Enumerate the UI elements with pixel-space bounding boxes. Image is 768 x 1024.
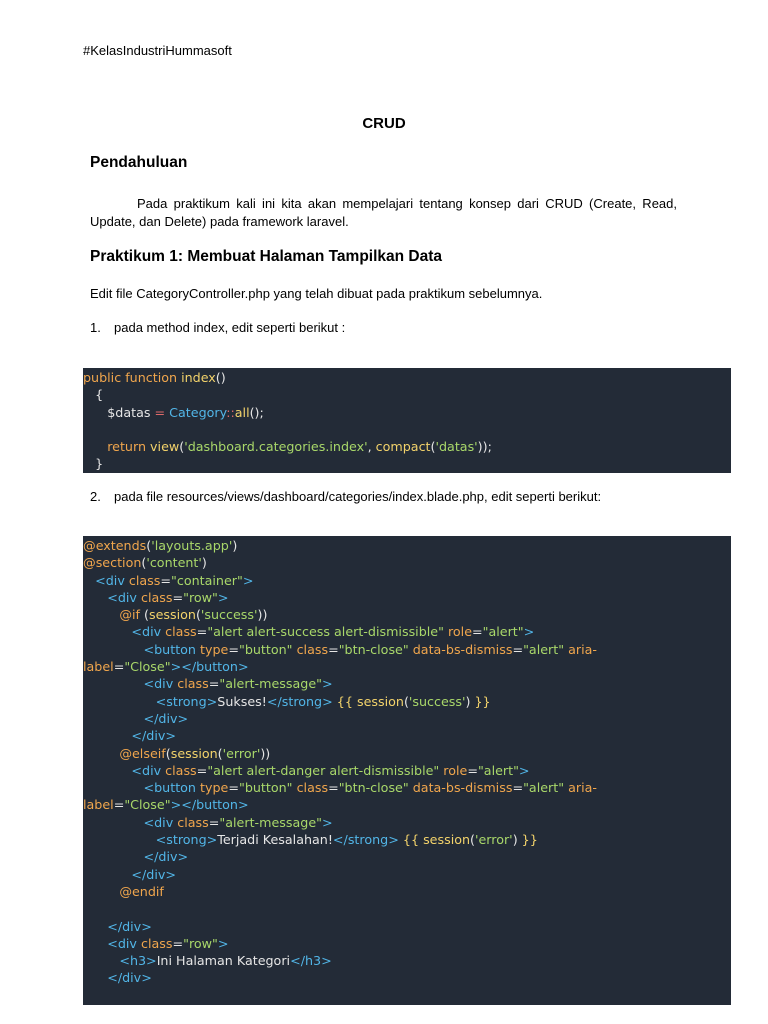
code-token: ( bbox=[144, 607, 149, 623]
code-token: "alert" bbox=[523, 780, 569, 796]
code-token: = bbox=[228, 780, 239, 796]
code-token: data-bs-dismiss bbox=[412, 780, 513, 796]
code-token: "alert-message" bbox=[219, 814, 322, 830]
code-token bbox=[83, 694, 156, 709]
code-token: ( bbox=[195, 607, 201, 623]
blade-code-line bbox=[83, 572, 731, 589]
code-token: = bbox=[113, 659, 125, 675]
code-token: class bbox=[128, 572, 161, 588]
blade-code-line bbox=[83, 641, 731, 658]
code-token: session bbox=[423, 832, 471, 848]
controller-code-line bbox=[83, 438, 731, 455]
code-token bbox=[83, 970, 107, 985]
code-token: "Close" bbox=[124, 659, 171, 675]
code-token: > bbox=[217, 589, 229, 605]
code-token: ) bbox=[465, 693, 475, 709]
code-token: > bbox=[523, 624, 535, 640]
code-token: ( bbox=[165, 745, 171, 761]
code-token: @endif bbox=[119, 883, 164, 899]
code-token bbox=[83, 439, 107, 454]
code-token: class bbox=[177, 676, 209, 692]
code-token: "button" bbox=[239, 641, 297, 657]
code-token: 'error' bbox=[474, 832, 513, 848]
code-token: session bbox=[148, 607, 196, 623]
code-token: class bbox=[140, 589, 173, 605]
code-token: = bbox=[154, 404, 170, 420]
code-token: <strong> bbox=[155, 693, 218, 709]
code-block-controller bbox=[83, 368, 731, 473]
code-token bbox=[83, 953, 119, 968]
code-token: 'error' bbox=[222, 745, 261, 761]
code-token: ) bbox=[512, 832, 522, 848]
code-token bbox=[83, 607, 119, 622]
code-token: </strong> bbox=[332, 832, 403, 848]
blade-code-line bbox=[83, 866, 731, 883]
code-token: "row" bbox=[183, 935, 218, 951]
blade-code-line bbox=[83, 727, 731, 744]
blade-code-line bbox=[83, 606, 731, 623]
code-token: "alert alert-danger alert-dismissible" bbox=[207, 762, 444, 778]
blade-code-line bbox=[83, 537, 731, 554]
code-token: </div> bbox=[107, 970, 152, 986]
step-2-number: 2. bbox=[90, 489, 101, 504]
code-token: aria- bbox=[568, 780, 597, 796]
code-token: { bbox=[83, 387, 104, 403]
code-block-blade-view bbox=[83, 536, 731, 1005]
controller-code-line bbox=[83, 421, 731, 438]
code-token: {{ bbox=[336, 693, 357, 709]
code-token: {{ bbox=[402, 832, 424, 848]
code-token: ( bbox=[217, 745, 223, 761]
step-2 bbox=[90, 488, 601, 506]
blade-code-line bbox=[83, 969, 731, 986]
blade-code-line bbox=[83, 745, 731, 762]
code-token: class bbox=[296, 641, 329, 657]
code-token bbox=[83, 815, 144, 830]
code-token: session bbox=[356, 693, 404, 709]
blade-code-line bbox=[83, 693, 731, 710]
code-token bbox=[83, 573, 95, 588]
code-token: () bbox=[215, 370, 226, 385]
code-token: index bbox=[181, 370, 216, 385]
code-token bbox=[83, 590, 107, 605]
code-token: Category bbox=[169, 404, 227, 420]
code-token: = bbox=[512, 780, 524, 796]
code-token: return bbox=[107, 439, 151, 455]
controller-code-line bbox=[83, 386, 731, 403]
code-token: "Close" bbox=[124, 797, 171, 813]
code-token: <div bbox=[107, 589, 141, 605]
code-token bbox=[83, 711, 144, 726]
code-token: 'content' bbox=[146, 555, 202, 571]
blade-code-line bbox=[83, 796, 731, 813]
code-token bbox=[83, 884, 119, 899]
code-token: class bbox=[177, 814, 209, 830]
blade-code-line bbox=[83, 710, 731, 727]
code-token: class bbox=[165, 624, 197, 640]
code-token: = bbox=[196, 762, 208, 778]
blade-code-line bbox=[83, 814, 731, 831]
code-token: = bbox=[172, 935, 184, 951]
code-token: <div bbox=[131, 624, 166, 640]
code-token: </div> bbox=[107, 918, 152, 934]
code-token: }} bbox=[521, 832, 538, 848]
code-token: "alert" bbox=[477, 762, 519, 778]
step-2-text: pada file resources/views/dashboard/categories/index.blade.php, edit seperti berikut: bbox=[114, 489, 602, 504]
code-token: (); bbox=[249, 404, 264, 420]
code-token bbox=[83, 832, 156, 847]
code-token: "row" bbox=[183, 589, 218, 605]
code-token: all bbox=[234, 404, 250, 420]
controller-code-line bbox=[83, 369, 731, 386]
code-token: ></button> bbox=[170, 659, 249, 675]
code-token bbox=[83, 849, 144, 864]
code-token: ) bbox=[232, 538, 238, 553]
praktikum-1-paragraph: Edit file CategoryController.php yang telah dibuat pada praktikum sebelumnya. bbox=[90, 286, 543, 301]
code-token: ></button> bbox=[170, 797, 249, 813]
code-token: <div bbox=[107, 935, 141, 951]
code-token bbox=[83, 624, 131, 639]
code-token bbox=[83, 763, 131, 778]
code-token: </div> bbox=[131, 728, 177, 744]
intro-heading: Pendahuluan bbox=[90, 154, 188, 171]
code-token: "button" bbox=[239, 780, 297, 796]
code-token: aria- bbox=[568, 641, 597, 657]
code-token: public function bbox=[83, 370, 182, 385]
code-token: 'success' bbox=[408, 693, 466, 709]
code-token: @extends bbox=[83, 538, 147, 553]
code-token: </strong> bbox=[266, 693, 337, 709]
code-token: class bbox=[296, 780, 329, 796]
code-token: <div bbox=[143, 814, 178, 830]
code-token: )) bbox=[260, 745, 271, 761]
code-token: view bbox=[150, 439, 180, 455]
code-token: } bbox=[83, 456, 104, 472]
code-token: "container" bbox=[171, 572, 243, 588]
code-token: = bbox=[160, 572, 172, 588]
code-token: > bbox=[321, 814, 333, 830]
code-token bbox=[83, 936, 107, 951]
code-token: "alert" bbox=[482, 624, 524, 640]
code-token: = bbox=[472, 624, 483, 640]
code-token bbox=[83, 746, 119, 761]
praktikum-1-heading: Praktikum 1: Membuat Halaman Tampilkan Data bbox=[90, 248, 443, 265]
code-token: </div> bbox=[143, 710, 189, 726]
code-token: label bbox=[83, 659, 114, 675]
code-token bbox=[83, 867, 131, 882]
code-token: 'layouts.app' bbox=[151, 538, 233, 553]
code-token: role bbox=[447, 624, 472, 640]
code-token: <button bbox=[143, 641, 201, 657]
code-token: type bbox=[200, 780, 229, 796]
code-token: <div bbox=[131, 762, 166, 778]
code-token: > bbox=[321, 676, 333, 692]
document-title: CRUD bbox=[362, 115, 406, 132]
code-token: $datas bbox=[83, 404, 155, 420]
step-1-number: 1. bbox=[90, 320, 101, 335]
blade-code-line bbox=[83, 779, 731, 796]
code-token: = bbox=[228, 641, 239, 657]
code-token: @section bbox=[83, 555, 142, 571]
code-token: ( bbox=[403, 693, 409, 709]
blade-code-line bbox=[83, 952, 731, 969]
code-token: = bbox=[208, 676, 220, 692]
code-token: ( bbox=[141, 555, 147, 571]
code-token: Terjadi Kesalahan! bbox=[217, 832, 333, 848]
code-token: = bbox=[172, 589, 184, 605]
code-token: 'success' bbox=[200, 607, 258, 623]
code-token: "alert-message" bbox=[219, 676, 322, 692]
code-token: role bbox=[443, 762, 468, 778]
code-token: )) bbox=[257, 607, 268, 623]
code-token: <h3> bbox=[119, 953, 157, 969]
code-token: "btn-close" bbox=[338, 641, 413, 657]
code-token: "btn-close" bbox=[338, 780, 413, 796]
code-token: 'datas' bbox=[435, 439, 478, 455]
code-token bbox=[83, 780, 144, 795]
code-token: = bbox=[328, 641, 339, 657]
code-token: data-bs-dismiss bbox=[412, 641, 513, 657]
code-token: <strong> bbox=[155, 832, 218, 848]
code-token: > bbox=[242, 572, 254, 588]
controller-code-line bbox=[83, 455, 731, 472]
code-token: "alert alert-success alert-dismissible" bbox=[207, 624, 448, 640]
code-token: > bbox=[518, 762, 530, 778]
code-token: </div> bbox=[131, 866, 177, 882]
code-token: )); bbox=[477, 439, 492, 455]
blade-code-line bbox=[83, 848, 731, 865]
code-token bbox=[83, 728, 131, 743]
code-token: </div> bbox=[143, 849, 189, 865]
blade-code-line bbox=[83, 623, 731, 640]
code-token: > bbox=[217, 935, 229, 951]
code-token: = bbox=[196, 624, 208, 640]
step-1 bbox=[90, 319, 345, 337]
blade-code-line bbox=[83, 883, 731, 900]
code-token: = bbox=[512, 641, 524, 657]
controller-code-line bbox=[83, 404, 731, 421]
code-token: compact bbox=[375, 439, 431, 455]
code-token: , bbox=[367, 439, 376, 455]
code-token: 'dashboard.categories.index' bbox=[184, 439, 368, 455]
code-token: ( bbox=[179, 439, 185, 455]
blade-code-line bbox=[83, 589, 731, 606]
code-token: ( bbox=[430, 439, 436, 455]
code-token: = bbox=[208, 814, 220, 830]
code-token: class bbox=[165, 762, 197, 778]
code-token: = bbox=[328, 780, 339, 796]
code-token bbox=[83, 919, 107, 934]
code-token: <div bbox=[95, 572, 129, 588]
blade-code-line bbox=[83, 935, 731, 952]
code-token: = bbox=[113, 797, 125, 813]
blade-code-line bbox=[83, 658, 731, 675]
blade-code-line bbox=[83, 900, 731, 917]
code-token: label bbox=[83, 797, 114, 813]
code-token: @elseif bbox=[119, 745, 166, 761]
code-token: <div bbox=[143, 676, 178, 692]
code-token: ( bbox=[470, 832, 475, 848]
code-token: ) bbox=[201, 555, 207, 571]
code-token: session bbox=[170, 745, 218, 761]
blade-code-line bbox=[83, 918, 731, 935]
code-token: class bbox=[140, 935, 173, 951]
blade-code-line bbox=[83, 675, 731, 692]
code-token: }} bbox=[474, 693, 491, 709]
blade-code-line bbox=[83, 831, 731, 848]
code-token: Sukses! bbox=[217, 693, 267, 709]
intro-paragraph: Pada praktikum kali ini kita akan mempelajari tentang konsep dari CRUD (Create, Read, Update, dan Delete) pada framework laravel. bbox=[90, 196, 677, 229]
code-token: type bbox=[200, 641, 229, 657]
code-token: Ini Halaman Kategori bbox=[156, 953, 291, 969]
code-token: </h3> bbox=[290, 953, 332, 969]
header-hashtag: #KelasIndustriHummasoft bbox=[83, 43, 232, 58]
blade-code-line bbox=[83, 554, 731, 571]
step-1-text: pada method index, edit seperti berikut : bbox=[114, 320, 346, 335]
code-token: :: bbox=[226, 404, 235, 420]
blade-code-line bbox=[83, 762, 731, 779]
code-token bbox=[83, 642, 144, 657]
code-token bbox=[83, 676, 144, 691]
code-token: "alert" bbox=[523, 641, 569, 657]
code-token: = bbox=[467, 762, 478, 778]
code-token: <button bbox=[143, 780, 201, 796]
code-token: ( bbox=[146, 538, 152, 553]
code-token: @if bbox=[119, 607, 145, 623]
